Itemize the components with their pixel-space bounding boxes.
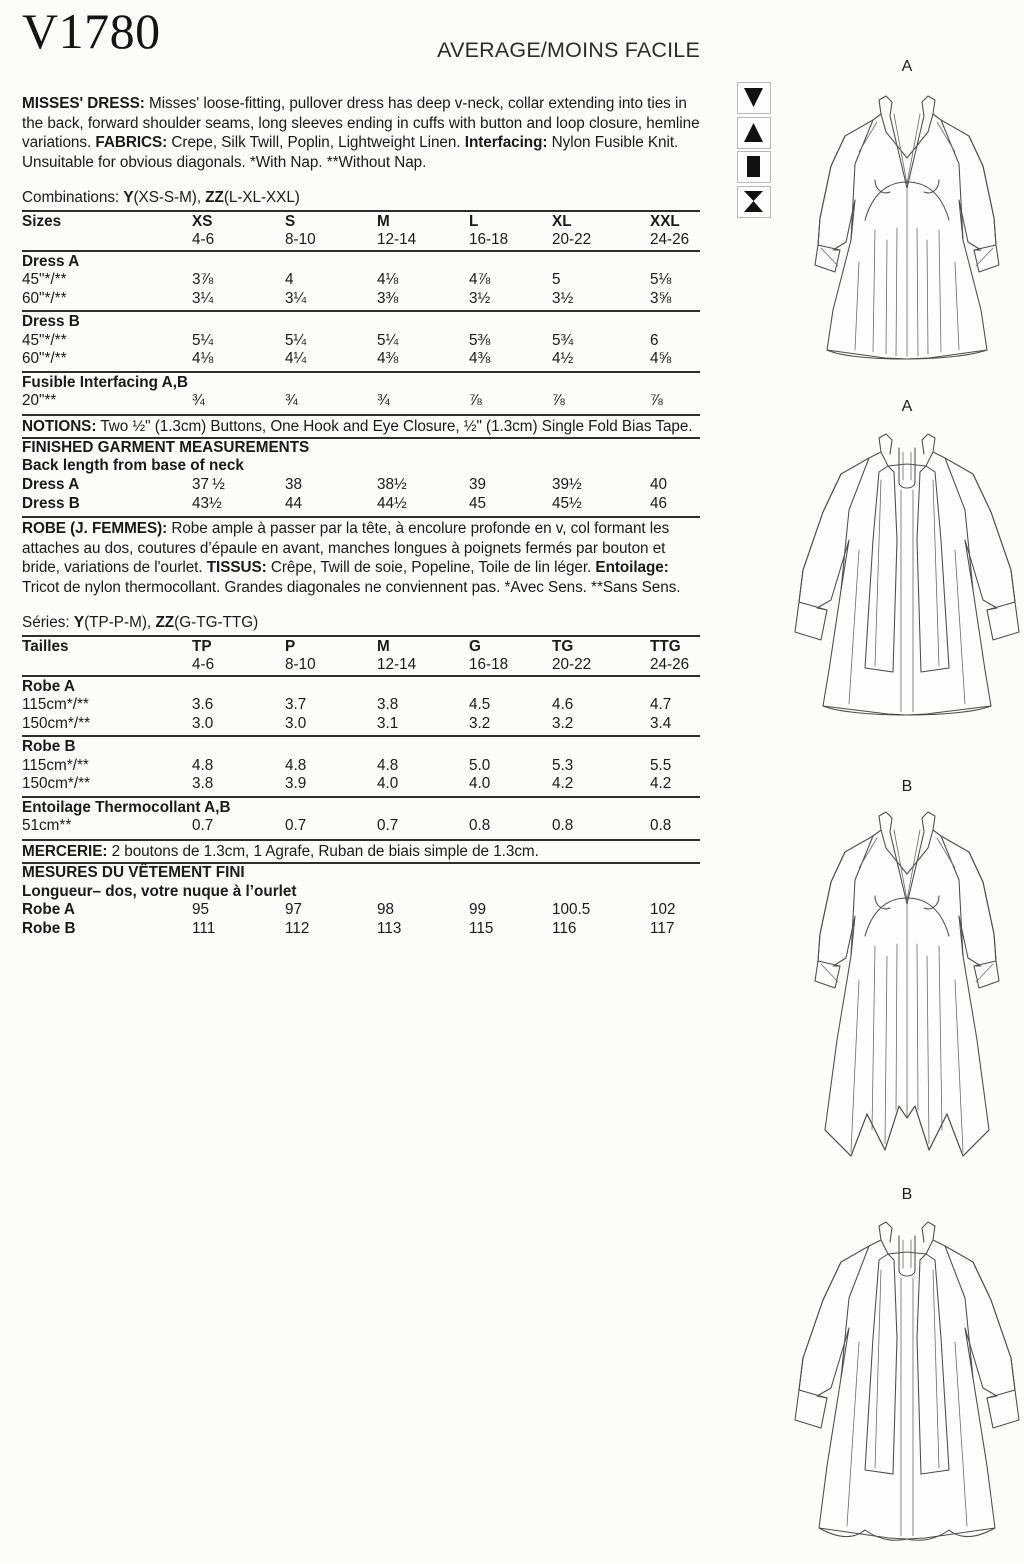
table-row-size-codes [22, 636, 700, 657]
cell: 111 [192, 919, 216, 937]
cell: ¾ [192, 392, 205, 409]
combinations-line [22, 189, 700, 207]
row-label: 60"*/** [22, 289, 67, 307]
french-description-body-3: Tricot de nylon thermocollant. Grandes diagonales ne conviennent pas. *Avec Sens. **Sans Sens. [22, 579, 681, 597]
garment-line-drawing-b-back [793, 1208, 1021, 1564]
combinations-prefix: Combinations: [22, 188, 124, 206]
cell: 39½ [552, 476, 582, 494]
table-row-size-numbers [22, 656, 700, 676]
illustration-label: B [901, 778, 913, 795]
cell: 3⅜ [377, 289, 399, 307]
cell: 4.2 [650, 775, 672, 793]
notions-english [22, 416, 700, 436]
row-label: 45"*/** [22, 271, 67, 288]
illustration-view-b-front [793, 778, 1021, 1170]
cell: 3.0 [285, 714, 307, 732]
garment-line-drawing-b-front [793, 800, 1021, 1172]
row-label: 115cm*/** [22, 756, 89, 774]
table-row [22, 901, 700, 920]
row-label: 60"*/** [22, 350, 67, 367]
cell: 112 [285, 919, 310, 937]
fabrics-label: FABRICS: [95, 134, 168, 152]
size-numbers-spacer [22, 231, 192, 251]
cell: 3.9 [285, 775, 307, 793]
finished-measurements-title-fr: MESURES DU VÊTEMENT FINI [22, 863, 245, 881]
table-group-title-row [22, 372, 700, 393]
finished-measurements-french-section [22, 862, 700, 939]
cell: 3.1 [377, 714, 399, 732]
sizes-label: Sizes [22, 211, 192, 232]
cell: 115 [469, 919, 494, 937]
cell: 5¼ [377, 331, 399, 349]
interfacing-label: Interfacing: [464, 134, 548, 152]
english-description-body-1: Misses' loose-fitting, pullover dress has deep v-neck, collar extending into ties in the back, forward shoulder seams, long sleeves ending in cuffs with button and loop closure, hemline variations. [22, 95, 700, 152]
row-label: Robe B [22, 919, 76, 937]
combination-zz-label: ZZ [205, 188, 224, 206]
cell: 45½ [552, 494, 582, 512]
row-label: 45"*/** [22, 331, 67, 349]
nap-cell-2 [737, 117, 771, 149]
finished-measurements-subtitle-fr: Longueur– dos, votre nuque à l’ourlet [22, 882, 297, 900]
combination-y-sizes: (XS-S-M), [133, 188, 206, 206]
table-group-title-row [22, 676, 700, 697]
illustration-view-a-front [793, 58, 1021, 378]
cell: 5.3 [552, 756, 574, 774]
table-row [22, 476, 700, 495]
cell: 3.8 [192, 775, 214, 793]
cell: ⅞ [552, 392, 565, 409]
cell: 4.8 [285, 756, 307, 774]
illustration-view-a-back [793, 398, 1021, 758]
garment-line-drawing-a-back [793, 420, 1021, 760]
cell: 46 [650, 494, 668, 512]
cell: 5 [552, 271, 561, 288]
pattern-info-column [22, 0, 700, 938]
size-number-4: 20-22 [552, 231, 592, 248]
english-description [22, 94, 700, 173]
group-title-entoilage: Entoilage Thermocollant A,B [22, 797, 700, 818]
notions-text: Two ½" (1.3cm) Buttons, One Hook and Eye Closure, ½" (1.3cm) Single Fold Bias Tape. [96, 417, 693, 435]
table-group-title-row [22, 736, 700, 757]
illustration-label: B [901, 1186, 913, 1203]
cell: 39 [469, 476, 487, 494]
cell: 4⅛ [377, 271, 399, 288]
group-title-robe-b: Robe B [22, 736, 700, 757]
table-row [22, 495, 700, 516]
size-number-1: 8-10 [285, 231, 316, 248]
size-code-0: TP [192, 636, 285, 657]
cell: 4.0 [469, 775, 491, 793]
notions-section [22, 414, 700, 436]
cell: 102 [650, 901, 676, 919]
table-row-size-codes [22, 211, 700, 232]
cell: 37 ½ [192, 476, 225, 494]
english-description-body-3: Nylon Fusible Knit. Unsuitable for obvious diagonals. *With Nap. **Without Nap. [22, 134, 679, 171]
french-description-body-2: Crêpe, Twill de soie, Popeline, Toile de lin léger. [266, 559, 596, 577]
table-row [22, 920, 700, 939]
nap-cell-3 [737, 151, 771, 183]
cell: 4.5 [469, 696, 491, 714]
cell: 38½ [377, 476, 407, 494]
cell: ¾ [285, 392, 298, 409]
cell: 45 [469, 494, 487, 512]
cell: 4⅛ [192, 350, 214, 367]
table-row [22, 696, 700, 715]
notions-label: NOTIONS: [22, 417, 97, 435]
cell: 4.7 [650, 696, 672, 714]
cell: 40 [650, 476, 668, 494]
tissus-label: TISSUS: [206, 559, 267, 577]
series-y-label: Y [73, 613, 85, 631]
row-label: Robe A [22, 901, 75, 919]
size-code-5: XXL [650, 211, 700, 232]
cell: 0.8 [552, 817, 574, 835]
size-numbers-spacer [22, 656, 192, 676]
table-group-title-row [22, 797, 700, 818]
cell: 4⅞ [469, 271, 491, 288]
row-label: Dress A [22, 476, 80, 494]
cell: ¾ [377, 392, 390, 409]
cell: 3⅝ [650, 289, 672, 307]
table-row [22, 332, 700, 351]
size-code-3: L [469, 211, 552, 232]
cell: 4.2 [552, 775, 574, 793]
cell: 0.7 [285, 817, 307, 835]
cell: 44½ [377, 494, 407, 512]
mercerie-text: 2 boutons de 1.3cm, 1 Agrafe, Ruban de biais simple de 1.3cm. [107, 842, 539, 860]
cell: 3⅞ [192, 271, 214, 288]
mercerie-label: MERCERIE: [22, 842, 108, 860]
yardage-table-french [22, 635, 700, 838]
header [22, 0, 700, 78]
table-row [22, 775, 700, 797]
size-code-2: M [377, 211, 469, 232]
cell: 0.7 [377, 817, 399, 835]
cell: 4⅝ [650, 350, 672, 367]
table-row-size-numbers [22, 231, 700, 251]
size-number-0: 4-6 [192, 656, 215, 674]
cell: 98 [377, 901, 395, 919]
series-zz-sizes: (G-TG-TTG) [174, 613, 259, 631]
size-code-4: XL [552, 211, 650, 232]
mercerie-line [22, 841, 700, 861]
cell: ⅞ [469, 392, 482, 409]
cell: 4.8 [192, 756, 214, 774]
finished-measurements-title: FINISHED GARMENT MEASUREMENTS [22, 438, 310, 456]
series-zz-label: ZZ [155, 613, 175, 631]
size-code-1: P [285, 636, 377, 657]
cell: 0.8 [469, 817, 491, 835]
cell: 3.6 [192, 696, 214, 714]
garment-line-drawing-a-front [793, 80, 1021, 380]
size-code-4: TG [552, 636, 650, 657]
yardage-table-english [22, 210, 700, 413]
series-prefix: Séries: [22, 613, 74, 631]
cell: 95 [192, 901, 210, 919]
row-label: 150cm*/** [22, 714, 91, 732]
group-title-dress-b: Dress B [22, 311, 700, 332]
size-number-2: 12-14 [377, 231, 417, 248]
row-label: 115cm*/** [22, 696, 89, 714]
cell: 4.6 [552, 696, 574, 714]
combination-y-label: Y [123, 188, 134, 206]
difficulty-level: AVERAGE/MOINS FACILE [437, 38, 700, 62]
nap-symbol-legend [737, 82, 771, 220]
table-row [22, 817, 700, 838]
size-number-0: 4-6 [192, 231, 215, 248]
french-description-body-1: Robe ample à passer par la tête, à encolure profonde en v, col formant les attaches au dos, coutures d’épaule en avant, manches longues à poignets fermés par bouton et bride, variations de l'ourlet. [22, 520, 670, 577]
cell: 117 [650, 919, 675, 937]
size-number-2: 12-14 [377, 656, 417, 674]
cell: 3.2 [552, 714, 574, 732]
cell: 44 [285, 494, 303, 512]
size-number-3: 16-18 [469, 231, 509, 248]
cell: 5⅛ [650, 271, 672, 288]
cell: 0.8 [650, 817, 672, 835]
french-description-section [22, 516, 700, 598]
size-code-2: M [377, 636, 469, 657]
row-label: 51cm** [22, 817, 72, 835]
finished-measurements-subtitle: Back length from base of neck [22, 457, 244, 475]
nap-cell-4 [737, 186, 771, 218]
cell: 3½ [469, 289, 491, 307]
french-description [22, 518, 700, 598]
illustration-label: A [901, 58, 913, 75]
combination-zz-sizes: (L-XL-XXL) [223, 188, 300, 206]
entoilage-label: Entoilage: [595, 559, 669, 577]
table-row [22, 271, 700, 290]
cell: 113 [377, 919, 402, 937]
cell: 3.2 [469, 714, 491, 732]
cell: 4.8 [377, 756, 399, 774]
size-number-4: 20-22 [552, 656, 592, 674]
size-code-1: S [285, 211, 377, 232]
group-title-dress-a: Dress A [22, 251, 700, 272]
cell: 5¼ [285, 331, 307, 349]
cell: 3.8 [377, 696, 399, 714]
cell: 5¼ [192, 331, 214, 349]
cell: 116 [552, 919, 577, 937]
table-row [22, 290, 700, 312]
row-label: 20"** [22, 392, 57, 409]
series-y-sizes: (TP-P-M), [84, 613, 156, 631]
cell: 38 [285, 476, 303, 494]
cell: 6 [650, 331, 659, 349]
table-row [22, 715, 700, 737]
cell: 4⅜ [469, 350, 491, 367]
cell: ⅞ [650, 392, 663, 409]
table-group-title-row [22, 311, 700, 332]
table-row [22, 350, 700, 372]
size-number-3: 16-18 [469, 656, 509, 674]
size-number-5: 24-26 [650, 656, 690, 674]
nap-cell-1 [737, 82, 771, 114]
english-description-body-2: Crepe, Silk Twill, Poplin, Lightweight Linen. [167, 134, 465, 152]
size-code-5: TTG [650, 636, 700, 657]
cell: 100.5 [552, 901, 591, 919]
cell: 4⅜ [377, 350, 399, 367]
cell: 4.0 [377, 775, 399, 793]
table-row [22, 757, 700, 776]
cell: 5.5 [650, 756, 672, 774]
finished-measurements-english-section [22, 437, 700, 516]
size-number-5: 24-26 [650, 231, 690, 248]
size-code-0: XS [192, 211, 285, 232]
cell: 0.7 [192, 817, 214, 835]
size-number-1: 8-10 [285, 656, 316, 674]
pattern-number: V1780 [22, 3, 161, 59]
table-group-title-row [22, 251, 700, 272]
cell: 4 [285, 271, 294, 288]
row-label: Dress B [22, 494, 80, 512]
tailles-label: Tailles [22, 636, 192, 657]
group-title-robe-a: Robe A [22, 676, 700, 697]
cell: 3.4 [650, 714, 672, 732]
cell: 5¾ [552, 331, 574, 349]
cell: 43½ [192, 494, 222, 512]
mercerie-section [22, 839, 700, 861]
table-row [22, 392, 700, 413]
illustration-view-b-back [793, 1186, 1021, 1562]
robe-femmes-label: ROBE (J. FEMMES): [22, 520, 168, 538]
cell: 4¼ [285, 350, 307, 367]
cell: 3.0 [192, 714, 214, 732]
cell: 3¼ [192, 289, 214, 307]
series-line [22, 614, 700, 632]
group-title-fusible-interfacing: Fusible Interfacing A,B [22, 372, 700, 393]
finished-measurements-table-english [22, 476, 700, 515]
cell: 5.0 [469, 756, 491, 774]
cell: 3.7 [285, 696, 307, 714]
finished-measurements-table-french [22, 901, 700, 938]
illustration-label: A [901, 398, 913, 415]
cell: 3½ [552, 289, 574, 307]
cell: 4½ [552, 350, 574, 367]
cell: 3¼ [285, 289, 307, 307]
size-code-3: G [469, 636, 552, 657]
row-label: 150cm*/** [22, 775, 91, 793]
cell: 5⅜ [469, 331, 491, 349]
cell: 97 [285, 901, 303, 919]
misses-dress-label: MISSES' DRESS: [22, 95, 145, 112]
cell: 99 [469, 901, 487, 919]
